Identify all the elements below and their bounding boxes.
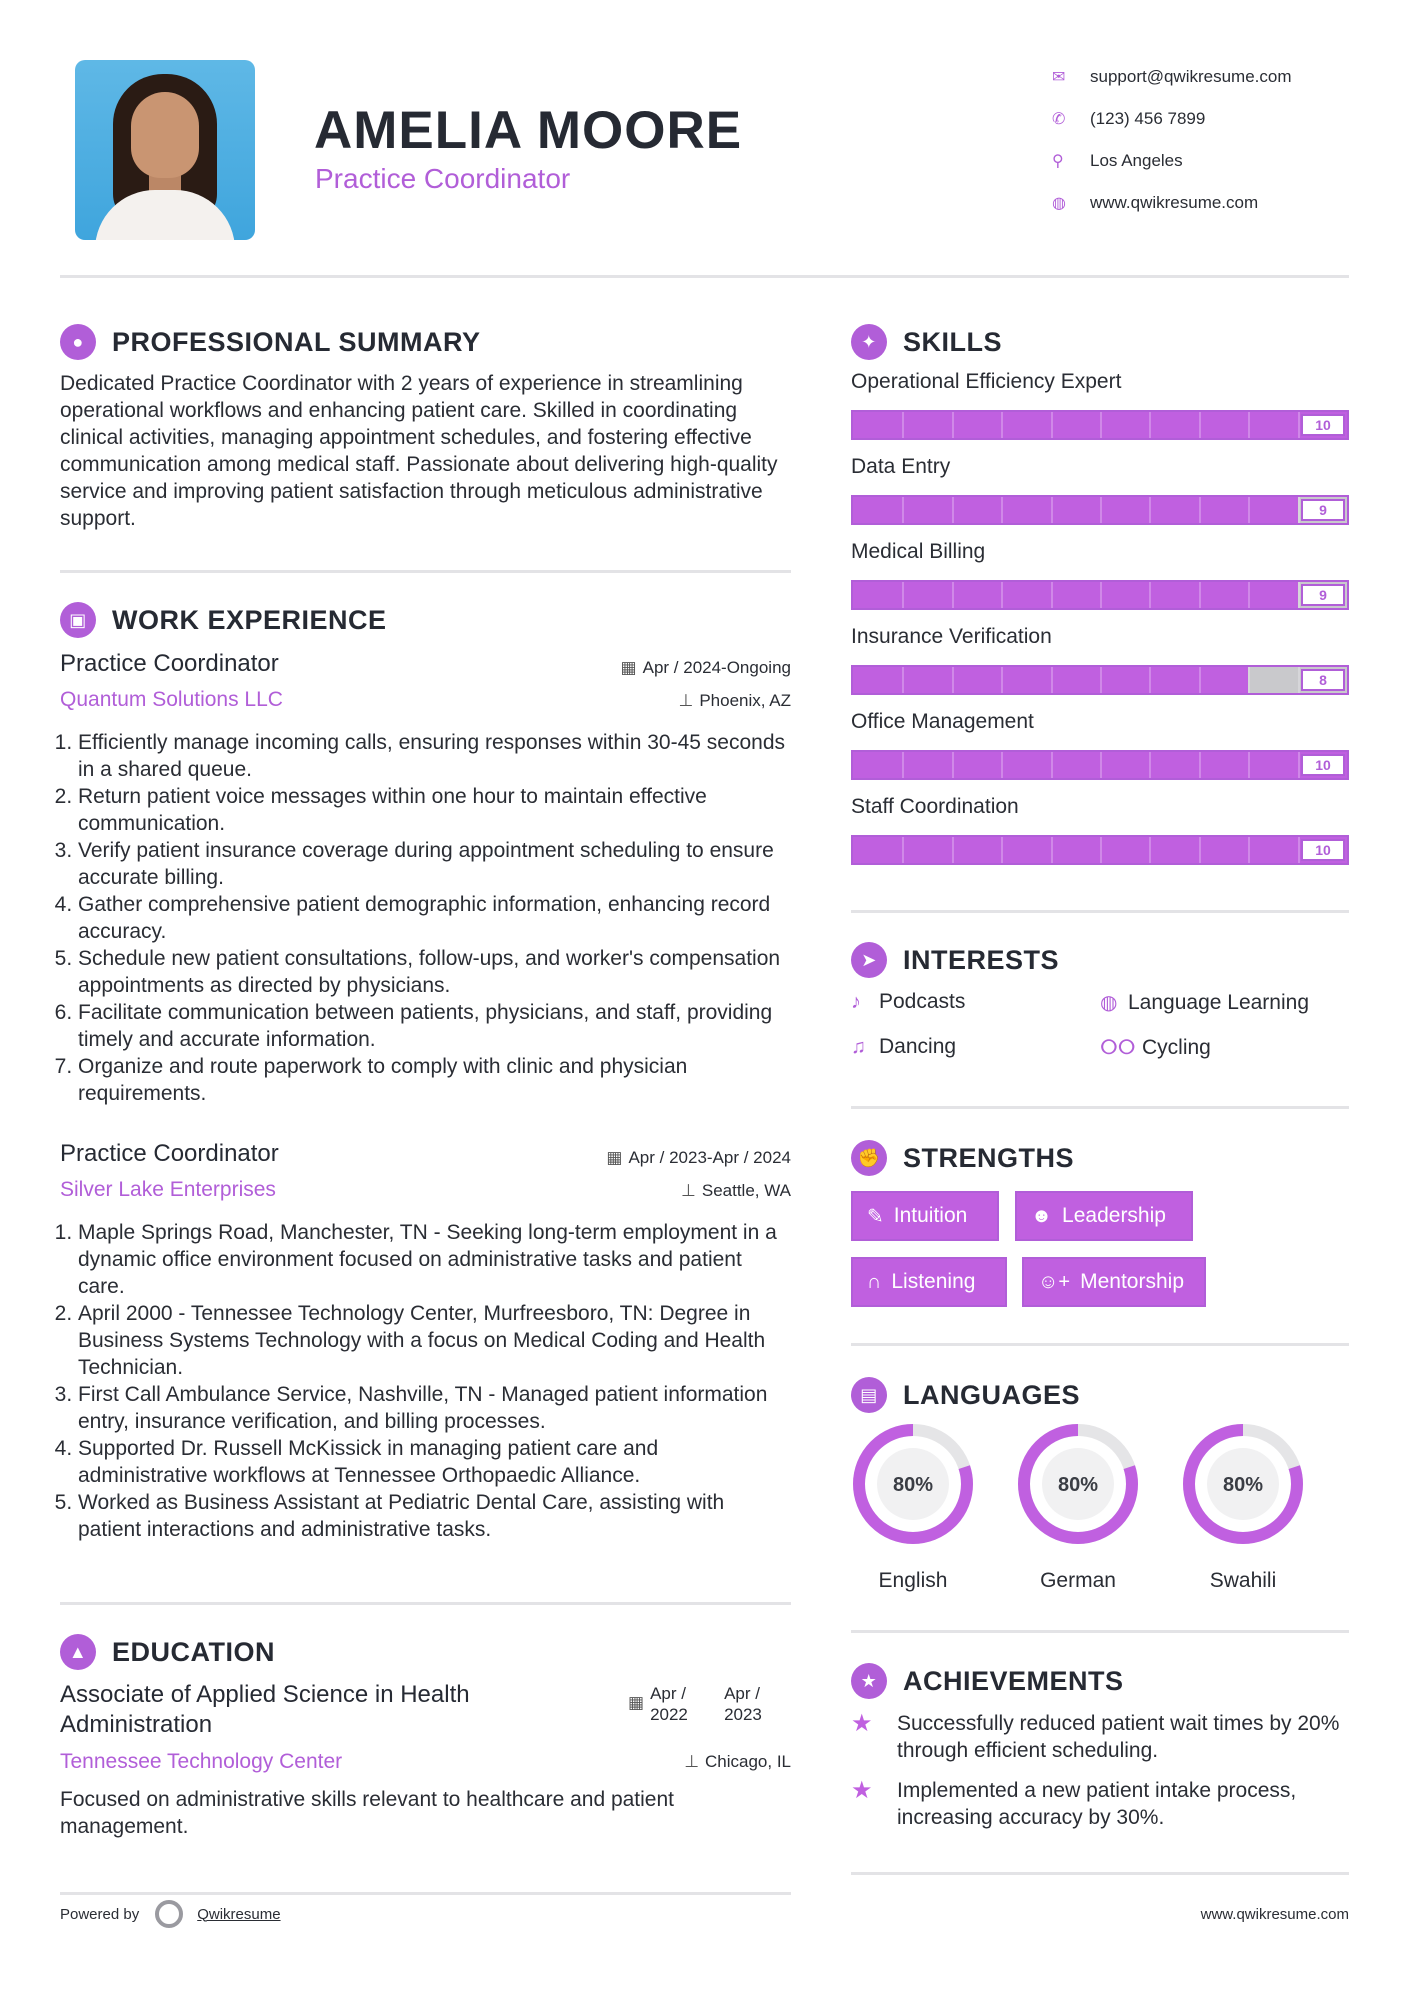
- divider: [851, 1106, 1349, 1109]
- language-item: [851, 1422, 975, 1593]
- language-ring: [851, 1422, 975, 1546]
- strength-tag: ✎ Intuition: [851, 1191, 999, 1241]
- contact-location: ⚲ Los Angeles: [1052, 151, 1183, 170]
- user-icon: ●: [60, 324, 96, 360]
- interest-item: ◍ Language Learning: [1100, 990, 1310, 1014]
- profile-photo: [75, 60, 255, 240]
- candidate-name: AMELIA MOORE: [314, 101, 743, 160]
- job-title: Practice Coordinator: [60, 650, 279, 677]
- pin-icon: ⊥: [681, 1181, 696, 1200]
- calendar-icon: ▦: [606, 1148, 623, 1167]
- calendar-icon: ▦: [628, 1693, 645, 1712]
- language-percent-label: 80%: [892, 1474, 934, 1496]
- contact-phone[interactable]: ✆ (123) 456 7899: [1052, 109, 1206, 128]
- skill-name: Insurance Verification: [851, 625, 1052, 648]
- skill-item: [851, 540, 1349, 610]
- skill-score: 10: [1301, 414, 1345, 436]
- star-icon: ★: [851, 1777, 873, 1804]
- job-location: ⊥ Phoenix, AZ: [678, 691, 791, 710]
- list-item: 3. Verify patient insurance coverage during appointment scheduling to ensure accurate billing.: [78, 837, 800, 891]
- skill-score: 8: [1301, 669, 1345, 691]
- language-percent-label: 80%: [1222, 1474, 1264, 1496]
- mail-icon: ✉: [1052, 69, 1066, 86]
- list-item: 5. Schedule new patient consultations, follow-ups, and worker's compensation appointments as directed by physicians.: [78, 945, 800, 999]
- list-item: 3. First Call Ambulance Service, Nashville, TN - Managed patient information entry, insurance verification, and billing processes.: [78, 1381, 790, 1435]
- job-dates: ▦ Apr / 2023-Apr / 2024: [606, 1148, 791, 1167]
- section-strengths-title: ✊ STRENGTHS: [851, 1140, 1074, 1176]
- briefcase-icon: ▣: [60, 602, 96, 638]
- list-item: 2. April 2000 - Tennessee Technology Center, Murfreesboro, TN: Degree in Business Systems Technology with a focus on Medical Coding and Health Technician.: [78, 1300, 790, 1381]
- skill-bar: [851, 410, 1349, 440]
- interest-item: ⵔⵔ Cycling: [1100, 1035, 1211, 1059]
- user-plus-icon: ☺+: [1038, 1270, 1071, 1293]
- pin-icon: ⊥: [684, 1752, 699, 1771]
- section-interests-title: ➤ INTERESTS: [851, 942, 1059, 978]
- skill-score: 9: [1301, 499, 1345, 521]
- divider: [60, 1602, 791, 1605]
- section-experience-title: ▣ WORK EXPERIENCE: [60, 602, 387, 638]
- skill-name: Staff Coordination: [851, 795, 1019, 818]
- language-name: German: [1040, 1569, 1116, 1592]
- headphones-icon: ∩: [867, 1270, 882, 1293]
- summary-text: Dedicated Practice Coordinator with 2 years of experience in streamlining operational workflows and enhancing patient care. Skilled in coordinating clinical activities, managing appointment schedules, and fostering effective communication among medical staff. Passionate about delivering high-quality service and improving patient satisfaction through meticulous administrative support.: [60, 372, 778, 530]
- achievement-item: ★ Successfully reduced patient wait times by 20% through efficient scheduling.: [851, 1710, 1340, 1762]
- divider: [851, 910, 1349, 913]
- education-dates: ▦ Apr / 2022 Apr / 2023: [628, 1684, 762, 1724]
- job-company: Quantum Solutions LLC: [60, 688, 283, 711]
- language-item: [1181, 1422, 1305, 1593]
- lightbulb-icon: ✦: [851, 324, 887, 360]
- skill-item: [851, 625, 1349, 695]
- paper-plane-icon: ➤: [851, 942, 887, 978]
- education-location: ⊥ Chicago, IL: [684, 1752, 791, 1771]
- job-duties: [60, 1219, 790, 1543]
- section-education-title: ▲ EDUCATION: [60, 1634, 275, 1670]
- location-pin-icon: ⚲: [1052, 153, 1064, 170]
- globe-icon: ◍: [1052, 195, 1066, 212]
- list-item: 2. Return patient voice messages within one hour to maintain effective communication.: [78, 783, 800, 837]
- microphone-icon: ♪: [851, 990, 861, 1013]
- strength-tag: ☺+ Mentorship: [1022, 1257, 1206, 1307]
- divider: [60, 1892, 791, 1895]
- qwikresume-logo-icon: [155, 1900, 183, 1928]
- job-location: ⊥ Seattle, WA: [681, 1181, 791, 1200]
- interest-item: ♪ Podcasts: [851, 990, 966, 1013]
- skill-item: [851, 710, 1349, 780]
- footer-url[interactable]: www.qwikresume.com: [1200, 1906, 1349, 1923]
- graduation-icon: ▲: [60, 1634, 96, 1670]
- candidate-role: Practice Coordinator: [315, 163, 571, 194]
- pin-icon: ⊥: [678, 691, 694, 710]
- interest-item: ♫ Dancing: [851, 1035, 957, 1058]
- degree-title: Associate of Applied Science in Health Administration: [60, 1681, 470, 1738]
- star-badge-icon: ★: [851, 1663, 887, 1699]
- skill-item: [851, 455, 1349, 525]
- music-note-icon: ♫: [851, 1035, 866, 1058]
- skill-score: 9: [1301, 584, 1345, 606]
- language-name: Swahili: [1209, 1569, 1277, 1592]
- skill-score: 10: [1301, 839, 1345, 861]
- skill-name: Operational Efficiency Expert: [851, 370, 1122, 393]
- skill-bar-fill: [853, 582, 1298, 608]
- job-title: Practice Coordinator: [60, 1140, 279, 1167]
- job-company: Silver Lake Enterprises: [60, 1178, 276, 1201]
- divider: [851, 1630, 1349, 1633]
- section-skills-title: ✦ SKILLS: [851, 324, 1002, 360]
- bicycle-icon: ⵔⵔ: [1100, 1037, 1136, 1059]
- strength-tag: ☻ Leadership: [1015, 1191, 1193, 1241]
- skill-name: Data Entry: [851, 455, 951, 478]
- school-name: Tennessee Technology Center: [60, 1750, 343, 1773]
- divider: [60, 570, 791, 573]
- footer-powered-by: Powered by Qwikresume: [60, 1900, 281, 1928]
- strength-tag: ∩ Listening: [851, 1257, 1007, 1307]
- section-summary-title: ● PROFESSIONAL SUMMARY: [60, 324, 481, 360]
- skill-name: Office Management: [851, 710, 1034, 733]
- job-dates: ▦ Apr / 2024-Ongoing: [620, 658, 791, 677]
- list-item: 7. Organize and route paperwork to comply with clinic and physician requirements.: [78, 1053, 800, 1107]
- skill-bar: [851, 495, 1349, 525]
- language-percent-label: 80%: [1057, 1474, 1099, 1496]
- skill-item: [851, 370, 1349, 440]
- divider: [60, 275, 1349, 278]
- fist-icon: ✊: [851, 1140, 887, 1176]
- brand-link[interactable]: Qwikresume: [197, 1905, 281, 1923]
- skill-bar: [851, 750, 1349, 780]
- skill-bar: [851, 580, 1349, 610]
- phone-icon: ✆: [1052, 111, 1066, 128]
- language-ring: [1016, 1422, 1140, 1546]
- list-item: 6. Facilitate communication between patients, physicians, and staff, providing timely and accurate information.: [78, 999, 800, 1053]
- users-icon: ☻: [1031, 1204, 1053, 1227]
- magic-wand-icon: ✎: [867, 1205, 884, 1228]
- language-ring: [1181, 1422, 1305, 1546]
- calendar-icon: ▦: [620, 658, 637, 677]
- language-name: English: [878, 1569, 948, 1592]
- language-icon: ▤: [851, 1377, 887, 1413]
- section-achievements-title: ★ ACHIEVEMENTS: [851, 1663, 1124, 1699]
- language-item: [1016, 1422, 1140, 1593]
- contact-website[interactable]: ◍ www.qwikresume.com: [1052, 193, 1259, 212]
- list-item: 1. Efficiently manage incoming calls, ensuring responses within 30-45 seconds in a shared queue.: [78, 729, 800, 783]
- list-item: 4. Gather comprehensive patient demographic information, enhancing record accuracy.: [78, 891, 800, 945]
- globe-icon: ◍: [1100, 992, 1118, 1014]
- skill-bar: [851, 835, 1349, 865]
- education-text: Focused on administrative skills relevant to healthcare and patient management.: [60, 1788, 675, 1838]
- contact-list: [1050, 56, 1292, 224]
- divider: [851, 1872, 1349, 1875]
- divider: [851, 1343, 1349, 1346]
- list-item: 5. Worked as Business Assistant at Pediatric Dental Care, assisting with patient interactions and administrative tasks.: [78, 1489, 790, 1543]
- contact-email[interactable]: ✉ support@qwikresume.com: [1052, 67, 1292, 86]
- achievement-item: ★ Implemented a new patient intake process, increasing accuracy by 30%.: [851, 1777, 1297, 1829]
- job-duties: [60, 729, 800, 1107]
- skill-item: [851, 795, 1349, 865]
- star-icon: ★: [851, 1710, 873, 1737]
- list-item: 1. Maple Springs Road, Manchester, TN - Seeking long-term employment in a dynamic office environment focused on administrative tasks and patient care.: [78, 1219, 790, 1300]
- skill-bar-fill: [853, 497, 1298, 523]
- section-languages-title: ▤ LANGUAGES: [851, 1377, 1080, 1413]
- skill-name: Medical Billing: [851, 540, 986, 563]
- skill-score: 10: [1301, 754, 1345, 776]
- list-item: 4. Supported Dr. Russell McKissick in managing patient care and administrative workflows at Tennessee Orthopaedic Alliance.: [78, 1435, 790, 1489]
- skill-bar: [851, 665, 1349, 695]
